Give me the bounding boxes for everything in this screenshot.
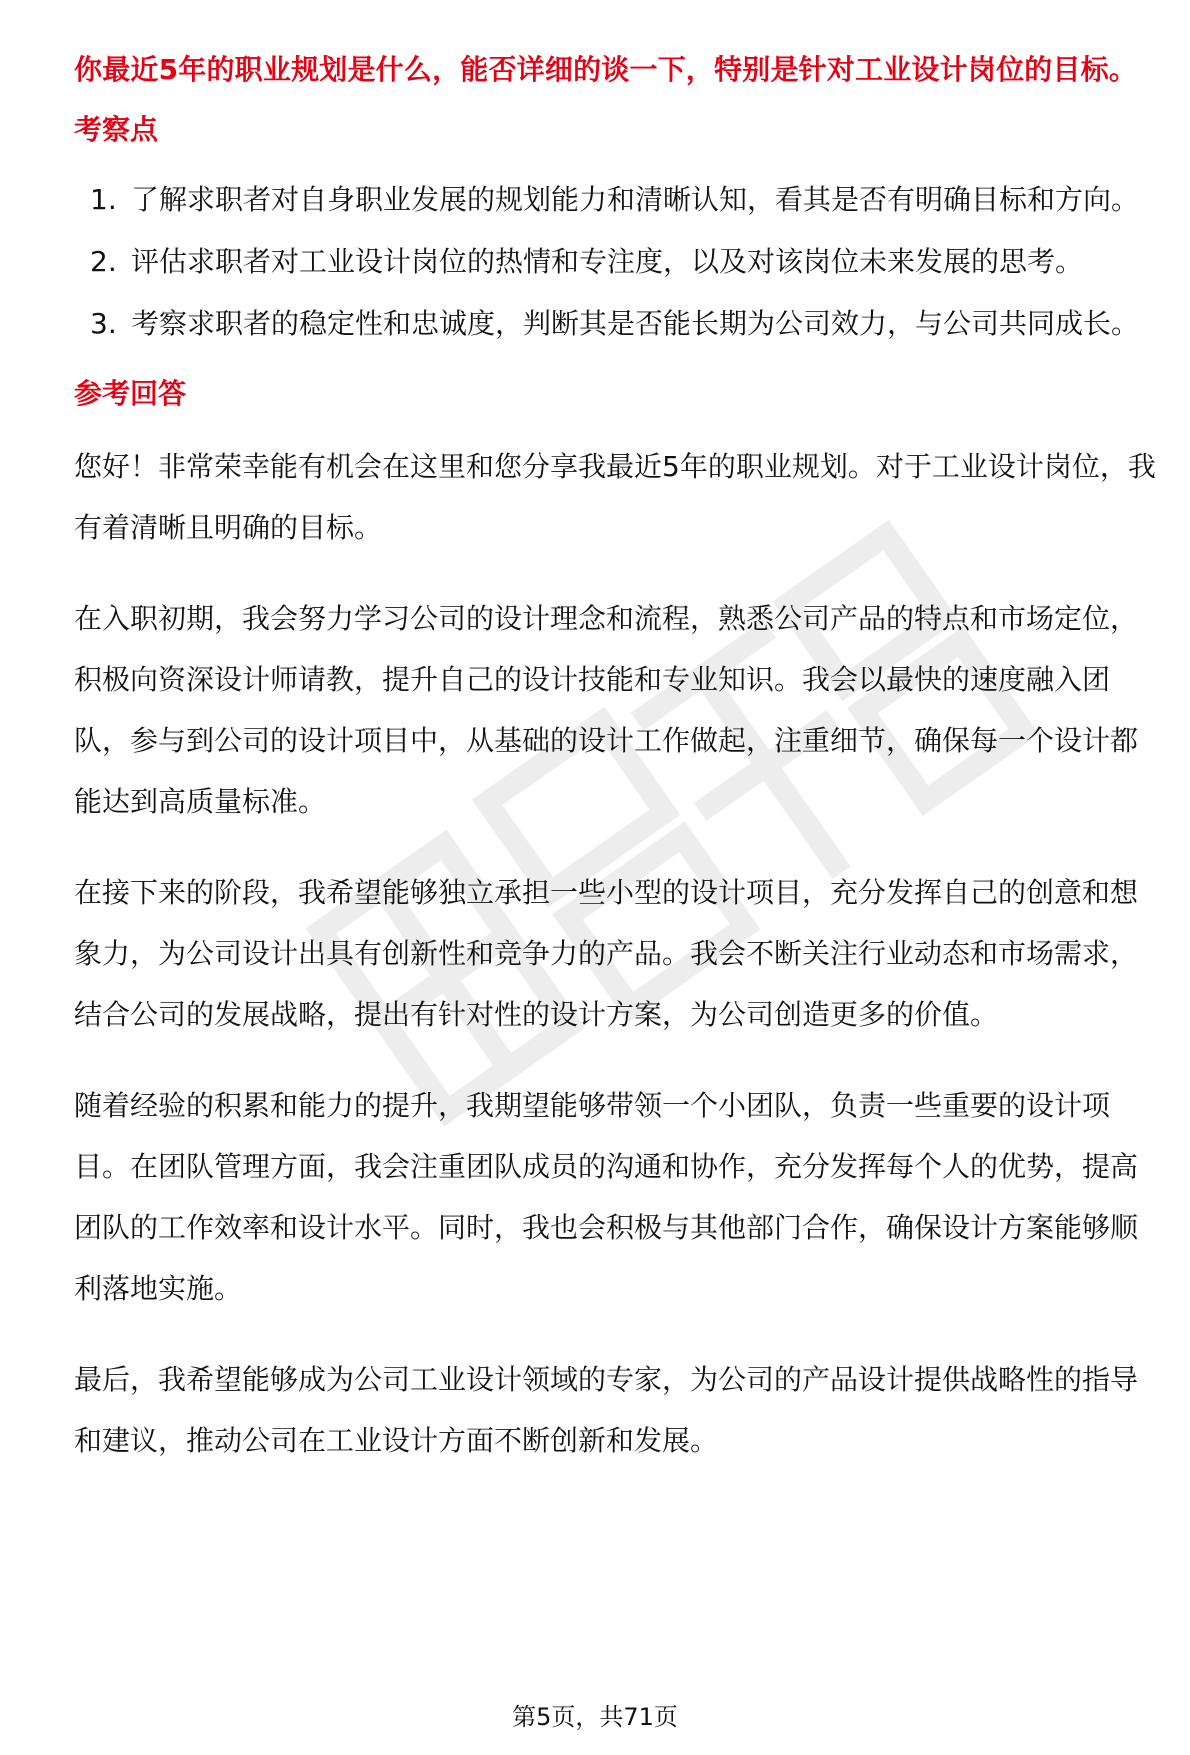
list-item [74,170,1164,230]
list-item-text: 了解求职者对自身职业发展的规划能力和清晰认知，看其是否有明确目标和方向。 [131,183,1140,216]
answer-paragraph: 随着经验的积累和能力的提升，我期望能够带领一个小团队，负责一些重要的设计项目。在团队管理方面，我会注重团队成员的沟通和协作，充分发挥每个人的优势，提高团队的工作效率和设计水平。同时，我也会积极与其他部门合作，确保设计方案能够顺利落地实施。 [74,1089,1139,1305]
list-item [74,294,1164,354]
document-page [74,50,1164,1471]
list-item-number: 1. [90,183,117,216]
points-list [74,170,1164,354]
list-item-number: 3. [90,307,117,340]
answer-paragraph: 您好！非常荣幸能有机会在这里和您分享我最近5年的职业规划。对于工业设计岗位，我有着清晰且明确的目标。 [74,450,1156,544]
answer-paragraph: 最后，我希望能够成为公司工业设计领域的专家，为公司的产品设计提供战略性的指导和建议，推动公司在工业设计方面不断创新和发展。 [74,1363,1139,1457]
list-item-text: 考察求职者的稳定性和忠诚度，判断其是否能长期为公司效力，与公司共同成长。 [131,307,1140,340]
answer-paragraph: 在入职初期，我会努力学习公司的设计理念和流程，熟悉公司产品的特点和市场定位，积极向资深设计师请教，提升自己的设计技能和专业知识。我会以最快的速度融入团队，参与到公司的设计项目中，从基础的设计工作做起，注重细节，确保每一个设计都能达到高质量标准。 [74,602,1139,818]
page-footer: 第5页，共71页 [512,1703,678,1731]
answer-heading: 参考回答 [74,377,187,410]
points-heading: 考察点 [74,113,159,146]
list-item [74,232,1164,292]
answer-paragraph: 在接下来的阶段，我希望能够独立承担一些小型的设计项目，充分发挥自己的创意和想象力，为公司设计出具有创新性和竞争力的产品。我会不断关注行业动态和市场需求，结合公司的发展战略，提出有针对性的设计方案，为公司创造更多的价值。 [74,876,1139,1031]
list-item-number: 2. [90,245,117,278]
question-title: 你最近5年的职业规划是什么，能否详细的谈一下，特别是针对工业设计岗位的目标。 [74,53,1138,86]
answer-body [74,436,1164,1471]
list-item-text: 评估求职者对工业设计岗位的热情和专注度，以及对该岗位未来发展的思考。 [131,245,1084,278]
